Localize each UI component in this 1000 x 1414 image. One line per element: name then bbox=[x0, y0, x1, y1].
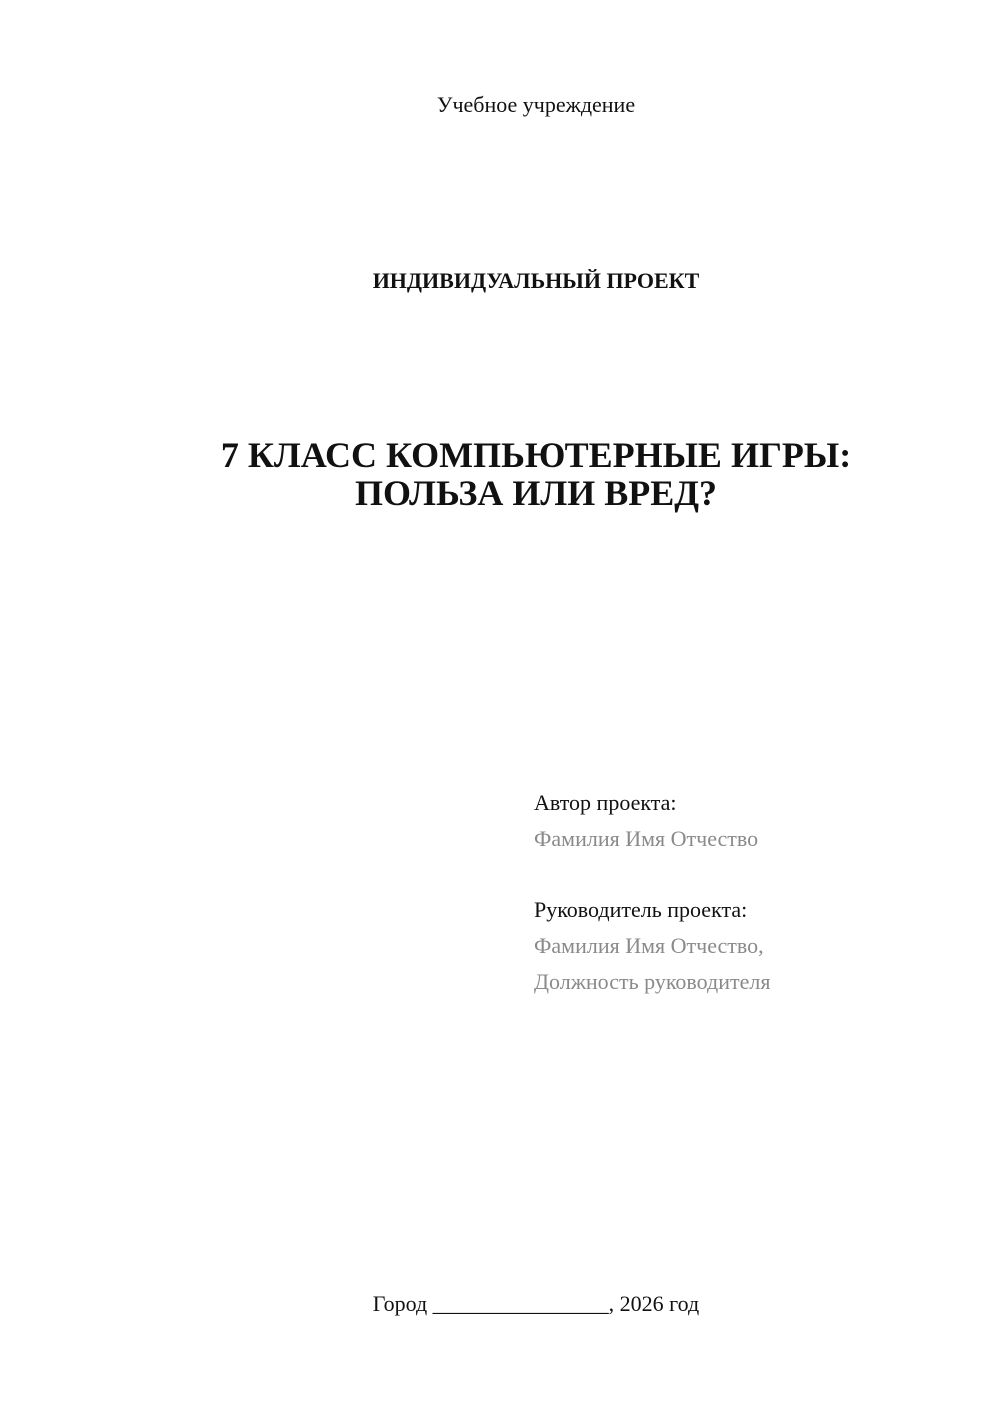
project-title-line-2: ПОЛЬЗА ИЛИ ВРЕД? bbox=[354, 473, 718, 513]
supervisor-position: Должность руководителя bbox=[534, 969, 771, 994]
project-title bbox=[0, 436, 1000, 512]
city-label: Город bbox=[372, 1291, 428, 1316]
institution-name: Учебное учреждение bbox=[436, 92, 636, 117]
city-blank: ________________ bbox=[432, 1291, 609, 1316]
document-type: ИНДИВИДУАЛЬНЫЙ ПРОЕКТ bbox=[372, 268, 700, 293]
author-block bbox=[534, 785, 758, 857]
author-name: Фамилия Имя Отчество bbox=[534, 826, 759, 851]
city-year-line bbox=[0, 1289, 1000, 1319]
year-label: , 2026 год bbox=[608, 1291, 700, 1316]
supervisor-label: Руководитель проекта: bbox=[534, 897, 748, 922]
author-label: Автор проекта: bbox=[534, 790, 677, 815]
supervisor-name: Фамилия Имя Отчество, bbox=[534, 933, 764, 958]
supervisor-block bbox=[534, 892, 770, 1000]
project-title-line-1: 7 КЛАСС КОМПЬЮТЕРНЫЕ ИГРЫ: bbox=[220, 435, 852, 475]
